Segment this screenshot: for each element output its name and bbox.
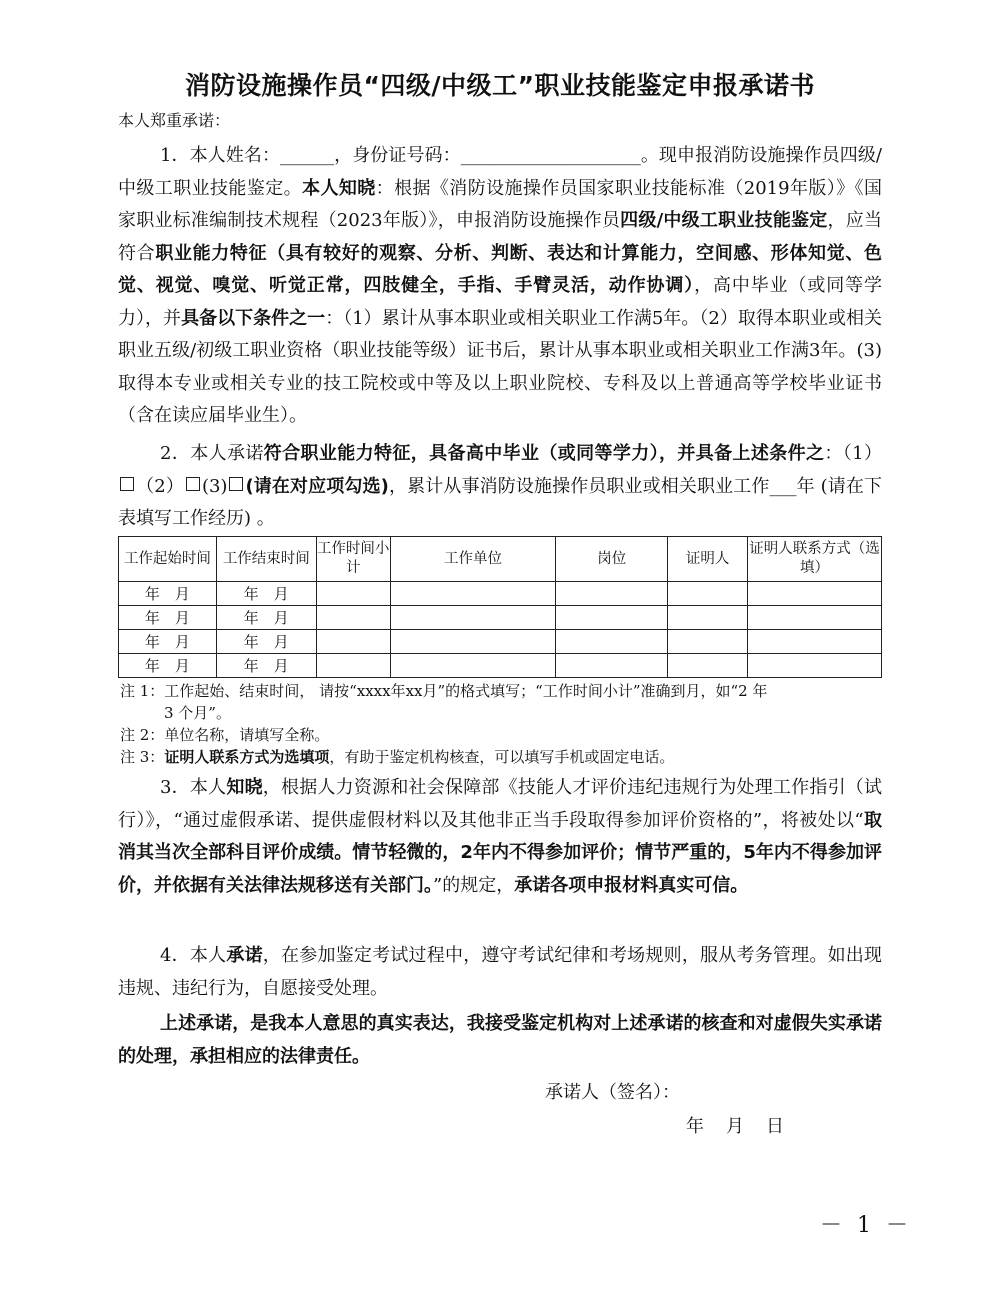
referee-contact-cell[interactable] [748,630,882,654]
clause-2-option-3: (3) [201,475,228,497]
employer-cell[interactable] [390,606,556,630]
clause-3-text-d: ”的规定， [433,874,515,896]
referee-cell[interactable] [668,606,748,630]
work-experience-table [118,536,882,678]
referee-contact-cell[interactable] [748,606,882,630]
header-duration: 工作时间小计 [316,537,390,582]
end-time-cell[interactable]: 年 月 [216,630,316,654]
table-row [119,630,882,654]
clause-3-bold-b: 取消其当次全部科目评价成绩。情节轻微的，2年内不得参加评价；情节严重的，5年内不得参加评价，并依据有关法律法规移送有关部门。 [118,809,883,896]
clause-4-bold-a: 承诺 [226,945,263,966]
end-time-cell[interactable]: 年 月 [216,582,316,606]
clause-1-text-d: ，应当符合 [118,210,882,264]
clause-2-bold-a: 符合职业能力特征，具备高中毕业（或同等学力），并具备上述条件之 [263,443,825,464]
clause-3-text-c: ，根据人力资源和社会保障部《技能人才评价违纪违规行为处理工作指引（试行）》，“通过虚假承诺、提供虚假材料以及其他非正当手段取得参加评价资格的”，将被处以“ [118,777,883,831]
clause-1-bold-a: 本人知晓 [302,177,376,199]
clause-1-bold-c: 职业能力特征（具有较好的观察、分析、判断、表达和计算能力，空间感、形体知觉、色觉、视觉、嗅觉、听觉正常，四肢健全，手指、手臂灵活，动作协调） [118,242,883,296]
note-3 [120,746,890,768]
clause-4-text-c: ，在参加鉴定考试过程中，遵守考试纪律和考场规则，服从考务管理。如出现违规、违纪行为，自愿接受处理。 [118,945,883,999]
clause-4-text-a: 4．本人 [160,945,227,966]
header-employer: 工作单位 [390,537,556,582]
duration-cell[interactable] [316,582,390,606]
closing-statement [118,1008,882,1073]
clause-1-text-a: 1．本人姓名：______，身份证号码：____________________。现申报消防设施操作员四级/中级工职业技能鉴定。 [118,145,882,199]
note-1-continued: 3 个月”。 [164,704,231,722]
referee-cell[interactable] [668,630,748,654]
note-3-bold: 证明人联系方式为选填项 [164,748,330,766]
signature-date: 年 月 日 [686,1116,786,1137]
table-row [119,654,882,678]
table-row [119,582,882,606]
clause-4 [118,940,882,1005]
option-2-checkbox[interactable] [186,477,200,491]
clause-1-bold-d: 具备以下条件之一 [181,307,326,329]
duration-cell[interactable] [316,606,390,630]
employer-cell[interactable] [390,654,556,678]
start-time-cell[interactable]: 年 月 [119,630,217,654]
header-position: 岗位 [556,537,668,582]
intro-line: 本人郑重承诺： [118,111,231,130]
clause-1 [118,140,882,433]
clause-2-option-1: ：（1） [824,443,883,464]
option-3-checkbox[interactable] [229,477,243,491]
header-referee-contact: 证明人联系方式（选填） [748,537,882,582]
note-2: 注 2：单位名称，请填写全称。 [120,726,330,744]
document-title: 消防设施操作员“四级/中级工”职业技能鉴定申报承诺书 [185,71,815,100]
position-cell[interactable] [556,582,668,606]
referee-cell[interactable] [668,654,748,678]
clause-2-option-2: （2） [136,475,184,497]
start-time-cell[interactable]: 年 月 [119,606,217,630]
referee-cell[interactable] [668,582,748,606]
start-time-cell[interactable]: 年 月 [119,582,217,606]
note-3-prefix: 注 3： [120,748,165,766]
employer-cell[interactable] [390,582,556,606]
clause-3-bold-c: 承诺各项申报材料真实可信。 [514,874,749,896]
clause-3-text-a: 3．本人 [160,777,227,798]
clause-2-text-a: 2．本人承诺 [160,443,264,464]
option-1-checkbox[interactable] [120,477,134,491]
table-notes [120,680,890,768]
header-end-time: 工作结束时间 [216,537,316,582]
clause-1-bold-b: 四级/中级工职业技能鉴定 [620,210,828,231]
page-number: － 1 － [820,1213,912,1238]
position-cell[interactable] [556,654,668,678]
referee-contact-cell[interactable] [748,582,882,606]
clause-3 [118,772,882,902]
clause-2-bold-b: (请在对应项勾选) [245,475,389,497]
position-cell[interactable] [556,630,668,654]
signature-label: 承诺人（签名）： [545,1082,680,1103]
note-3-text: ，有助于鉴定机构核查，可以填写手机或固定电话。 [329,748,675,766]
table-header-row [119,537,882,582]
duration-cell[interactable] [316,654,390,678]
start-time-cell[interactable]: 年 月 [119,654,217,678]
header-referee: 证明人 [668,537,748,582]
closing-statement-text: 上述承诺，是我本人意思的真实表达，我接受鉴定机构对上述承诺的核查和对虚假失实承诺的处理，承担相应的法律责任。 [118,1013,882,1067]
referee-contact-cell[interactable] [748,654,882,678]
position-cell[interactable] [556,606,668,630]
clause-1-text-e: ，高中毕业（或同等学力），并 [118,275,882,329]
clause-1-text-c: ：根据《消防设施操作员国家职业技能标准（2019年版）》《国家职业标准编制技术规程（2023年版）》，申报消防设施操作员 [118,177,882,231]
note-1: 注 1：工作起始、结束时间， 请按“xxxx年xx月”的格式填写；“工作时间小计”准确到月，如“2 年 [120,682,768,700]
table-row [119,606,882,630]
header-start-time: 工作起始时间 [119,537,217,582]
end-time-cell[interactable]: 年 月 [216,654,316,678]
clause-2-text-f: ，累计从事消防设施操作员职业或相关职业工作___年 (请在下表填写工作经历) 。 [118,475,882,529]
clause-3-bold-a: 知晓 [226,777,263,798]
end-time-cell[interactable]: 年 月 [216,606,316,630]
duration-cell[interactable] [316,630,390,654]
clause-1-text-f: ：（1）累计从事本职业或相关职业工作满5年。（2）取得本职业或相关职业五级/初级工职业资格（职业技能等级）证书后，累计从事本职业或相关职业工作满3年。(3) 取得本专业或相关专业的技工院校或中等及以上职业院校、专科及以上普通高等学校毕业证书（含在读应届毕业生）。 [118,307,883,426]
employer-cell[interactable] [390,630,556,654]
clause-2 [118,438,882,536]
